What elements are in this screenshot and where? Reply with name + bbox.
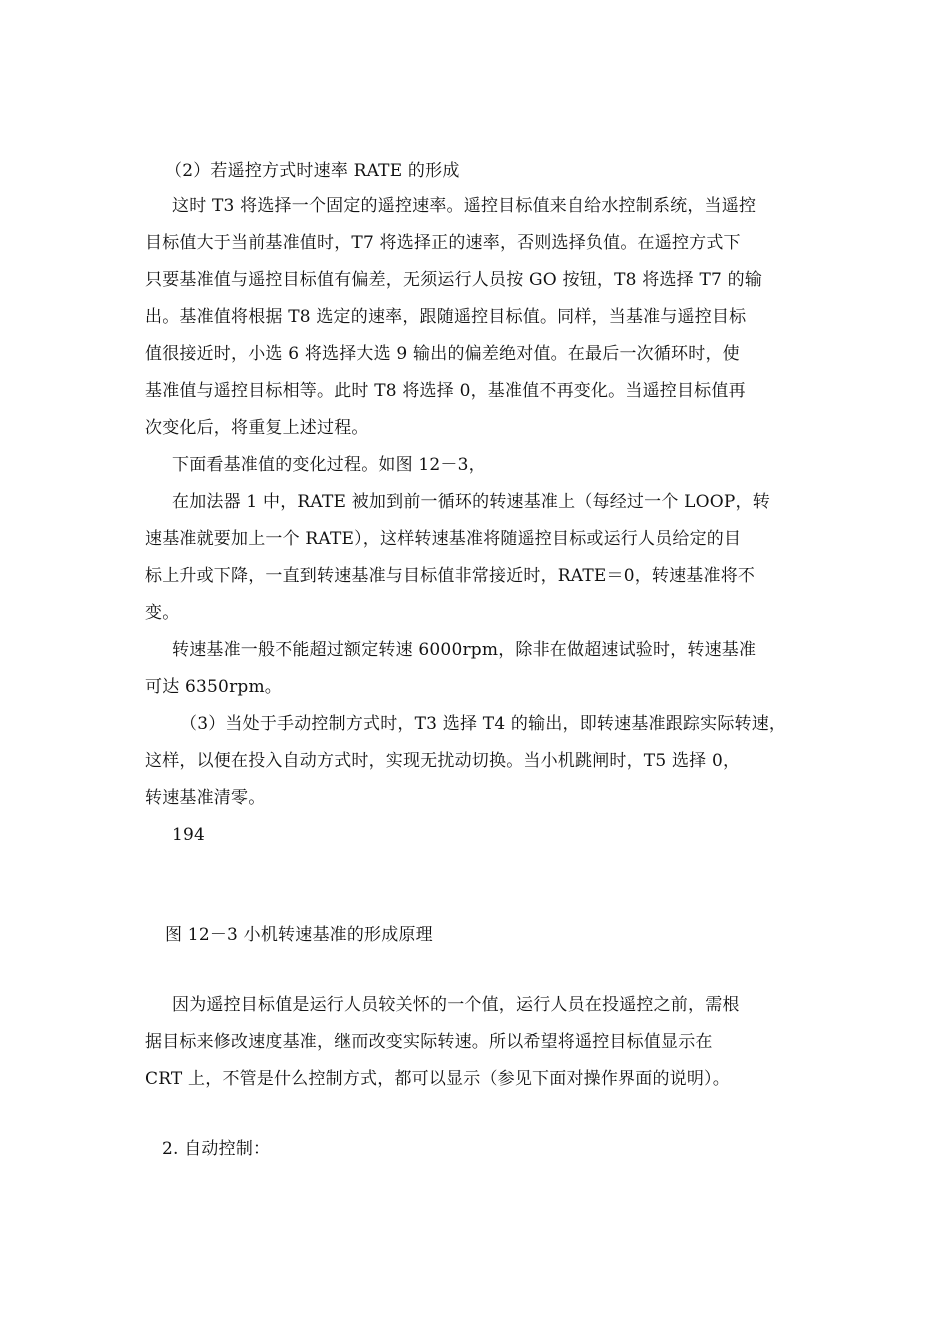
paragraph-line: 速基准就要加上一个 RATE），这样转速基准将随遥控目标或运行人员给定的目 xyxy=(145,529,742,549)
figure-caption: 图 12－3 小机转速基准的形成原理 xyxy=(165,925,433,945)
paragraph-line: 在加法器 1 中，RATE 被加到前一循环的转速基准上（每经过一个 LOOP，转 xyxy=(172,492,770,512)
paragraph-line: 可达 6350rpm。 xyxy=(145,677,282,697)
paragraph-line: 据目标来修改速度基准，继而改变实际转速。所以希望将遥控目标值显示在 xyxy=(145,1032,713,1052)
paragraph-line: 转速基准一般不能超过额定转速 6000rpm，除非在做超速试验时，转速基准 xyxy=(172,640,757,660)
paragraph-line: CRT 上，不管是什么控制方式，都可以显示（参见下面对操作界面的说明）。 xyxy=(145,1069,730,1089)
paragraph-line: 因为遥控目标值是运行人员较关怀的一个值，运行人员在投遥控之前，需根 xyxy=(172,995,740,1015)
paragraph-line: 下面看基准值的变化过程。如图 12－3， xyxy=(172,455,486,475)
section-heading-rate-formation: （2）若遥控方式时速率 RATE 的形成 xyxy=(165,161,460,181)
paragraph-line: 标上升或下降，一直到转速基准与目标值非常接近时，RATE＝0，转速基准将不 xyxy=(145,566,756,586)
section-heading-auto-control: 2. 自动控制： xyxy=(162,1139,271,1159)
paragraph-line: 转速基准清零。 xyxy=(145,788,266,808)
page-number: 194 xyxy=(172,825,206,845)
paragraph-line: 只要基准值与遥控目标值有偏差，无须运行人员按 GO 按钮，T8 将选择 T7 的输 xyxy=(145,270,763,290)
paragraph-line: 变。 xyxy=(145,603,180,623)
paragraph-line: 目标值大于当前基准值时，T7 将选择正的速率，否则选择负值。在遥控方式下 xyxy=(145,233,741,253)
paragraph-line: 这时 T3 将选择一个固定的遥控速率。遥控目标值来自给水控制系统，当遥控 xyxy=(172,196,757,216)
section-heading-manual-control: （3）当处于手动控制方式时，T3 选择 T4 的输出，即转速基准跟踪实际转速， xyxy=(180,714,787,734)
paragraph-line: 出。基准值将根据 T8 选定的速率，跟随遥控目标值。同样，当基准与遥控目标 xyxy=(145,307,747,327)
paragraph-line: 基准值与遥控目标相等。此时 T8 将选择 0，基准值不再变化。当遥控目标值再 xyxy=(145,381,746,401)
paragraph-line: 值很接近时，小选 6 将选择大选 9 输出的偏差绝对值。在最后一次循环时，使 xyxy=(145,344,740,364)
paragraph-line: 次变化后，将重复上述过程。 xyxy=(145,418,369,438)
paragraph-line: 这样，以便在投入自动方式时，实现无扰动切换。当小机跳闸时，T5 选择 0， xyxy=(145,751,741,771)
